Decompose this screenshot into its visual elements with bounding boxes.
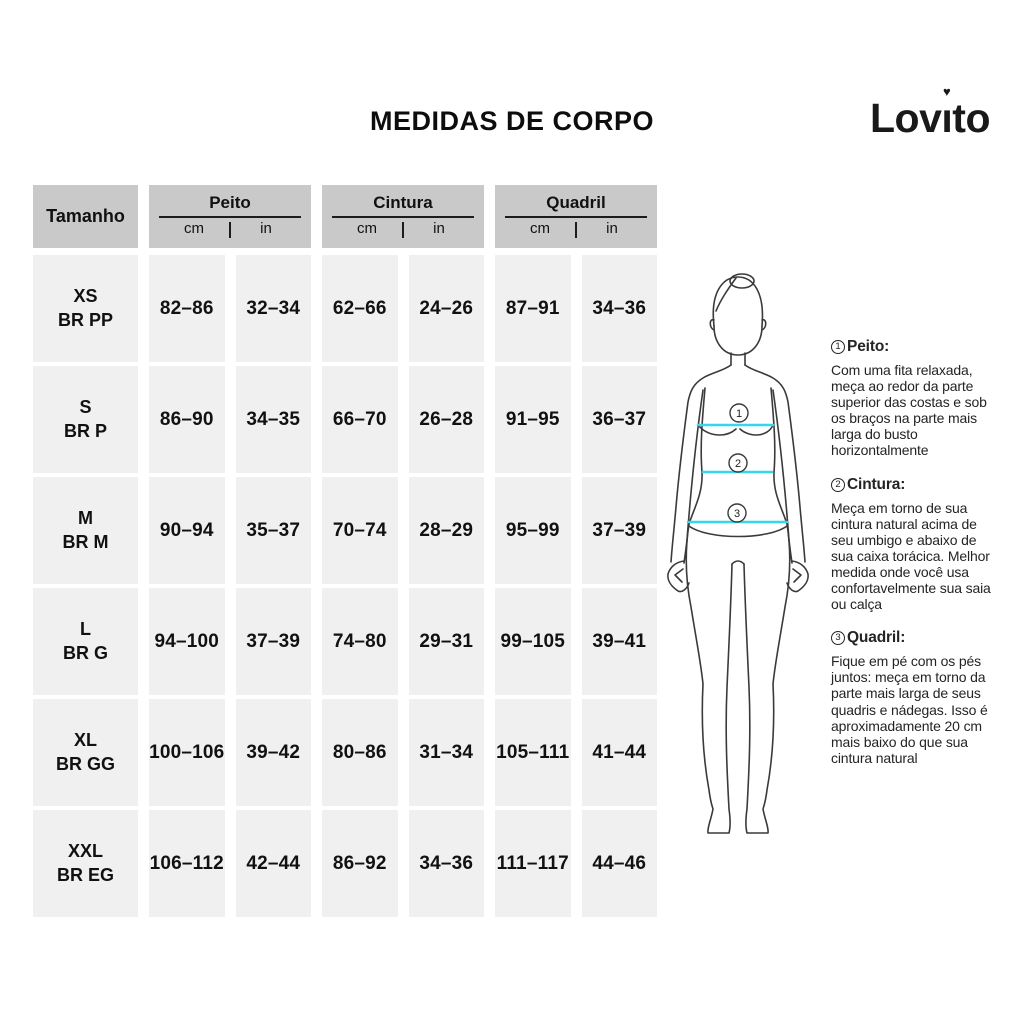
measurement-cell: 111–117: [495, 810, 571, 917]
circled-1-icon: 1: [831, 340, 845, 354]
measurement-cell: 90–94: [149, 477, 225, 584]
body-figure: [663, 272, 811, 844]
table-row: [33, 699, 657, 806]
jaw-outline: [714, 326, 762, 355]
bust-curves: [698, 425, 773, 435]
measurement-cell: 39–42: [236, 699, 312, 806]
measurement-cell: 95–99: [495, 477, 571, 584]
measurement-cell: 39–41: [582, 588, 658, 695]
measurement-cell: 100–106: [149, 699, 225, 806]
table-row: [33, 255, 657, 362]
measurement-cell: 34–36: [582, 255, 658, 362]
underwear-line: [689, 526, 787, 537]
measurement-cell: 34–36: [409, 810, 485, 917]
measurement-cell: 70–74: [322, 477, 398, 584]
hair-swoosh: [716, 278, 736, 311]
right-leg: [744, 524, 790, 833]
circled-3-icon: 3: [831, 631, 845, 645]
marker-1-number: 1: [735, 408, 743, 420]
table-row: [33, 810, 657, 917]
brand-logo-pre: Lov: [869, 95, 942, 141]
guide-label: Peito:: [847, 338, 890, 355]
size-cell: M BR M: [33, 477, 138, 584]
left-leg: [686, 524, 732, 833]
measurement-cell: 62–66: [322, 255, 398, 362]
size-cell: L BR G: [33, 588, 138, 695]
measurement-cell: 74–80: [322, 588, 398, 695]
measurement-cell: 36–37: [582, 366, 658, 473]
marker-2-number: 2: [734, 458, 742, 470]
size-cell: XS BR PP: [33, 255, 138, 362]
guide-section-cintura: [831, 476, 997, 613]
peito-cm-unit: cm: [184, 220, 204, 238]
measurement-cell: 24–26: [409, 255, 485, 362]
size-cell: S BR P: [33, 366, 138, 473]
guide-text: Com uma fita relaxada, meça ao redor da parte superior das costas e sob os braços na parte mais larga do busto horizontalmente: [831, 362, 987, 459]
measurement-cell: 37–39: [236, 588, 312, 695]
measurement-cell: 105–111: [495, 699, 571, 806]
cintura-label: Cintura: [373, 193, 433, 213]
measurement-cell: 99–105: [495, 588, 571, 695]
quadril-label: Quadril: [546, 193, 606, 213]
measurement-cell: 86–90: [149, 366, 225, 473]
circled-2-icon: 2: [831, 478, 845, 492]
measurement-cell: 26–28: [409, 366, 485, 473]
quadril-column-group: [495, 185, 657, 248]
body-figure-drawing: [663, 272, 811, 844]
peito-column-group: [149, 185, 311, 248]
cintura-in-unit: in: [433, 220, 445, 238]
quadril-in-unit: in: [606, 220, 618, 238]
measurement-cell: 91–95: [495, 366, 571, 473]
guide-section-quadril: [831, 629, 997, 766]
table-row: [33, 366, 657, 473]
measurement-guide: [831, 338, 997, 783]
cintura-column-group: [322, 185, 484, 248]
table-row: [33, 588, 657, 695]
measurement-cell: 28–29: [409, 477, 485, 584]
guide-text: Fique em pé com os pés juntos: meça em torno da parte mais larga de seus quadris e nádegas. Isso é aproximadamente 20 cm mais baixo do que sua cintura natural: [831, 653, 988, 766]
guide-text: Meça em torno de sua cintura natural acima de seu umbigo e abaixo de sua caixa torácica. Melhor medida onde você usa confortavelmente sua saia ou calça: [831, 499, 991, 613]
measurement-cell: 37–39: [582, 477, 658, 584]
crotch-arc: [732, 561, 744, 564]
size-table: [33, 185, 657, 921]
table-header-row: [33, 185, 657, 248]
size-column-header: Tamanho: [33, 185, 138, 248]
marker-3-number: 3: [733, 508, 741, 520]
measurement-cell: 94–100: [149, 588, 225, 695]
measurement-cell: 44–46: [582, 810, 658, 917]
torso-right: [771, 388, 787, 524]
size-cell: XL BR GG: [33, 699, 138, 806]
measurement-cell: 82–86: [149, 255, 225, 362]
peito-in-unit: in: [260, 220, 272, 238]
measurement-cell: 35–37: [236, 477, 312, 584]
brand-logo: [869, 84, 990, 142]
measurement-cell: 32–34: [236, 255, 312, 362]
size-cell: XXL BR EG: [33, 810, 138, 917]
measurement-cell: 29–31: [409, 588, 485, 695]
peito-label: Peito: [209, 193, 251, 213]
guide-label: Cintura:: [847, 475, 906, 493]
table-row: [33, 477, 657, 584]
measurement-cell: 106–112: [149, 810, 225, 917]
measurement-cell: 31–34: [409, 699, 485, 806]
torso-left: [689, 388, 705, 524]
measurement-cell: 42–44: [236, 810, 312, 917]
measurement-cell: 66–70: [322, 366, 398, 473]
heart-icon: ♥: [942, 84, 951, 99]
brand-logo-i: ı ♥: [941, 84, 953, 141]
quadril-cm-unit: cm: [530, 220, 550, 238]
cintura-cm-unit: cm: [357, 220, 377, 238]
guide-section-peito: [831, 338, 997, 459]
page-title: MEDIDAS DE CORPO: [369, 106, 655, 136]
guide-label: Quadril:: [847, 629, 906, 647]
measurement-cell: 86–92: [322, 810, 398, 917]
measurement-cell: 80–86: [322, 699, 398, 806]
measurement-cell: 41–44: [582, 699, 658, 806]
measurement-cell: 87–91: [495, 255, 571, 362]
brand-logo-post: to: [952, 95, 990, 141]
measurement-cell: 34–35: [236, 366, 312, 473]
